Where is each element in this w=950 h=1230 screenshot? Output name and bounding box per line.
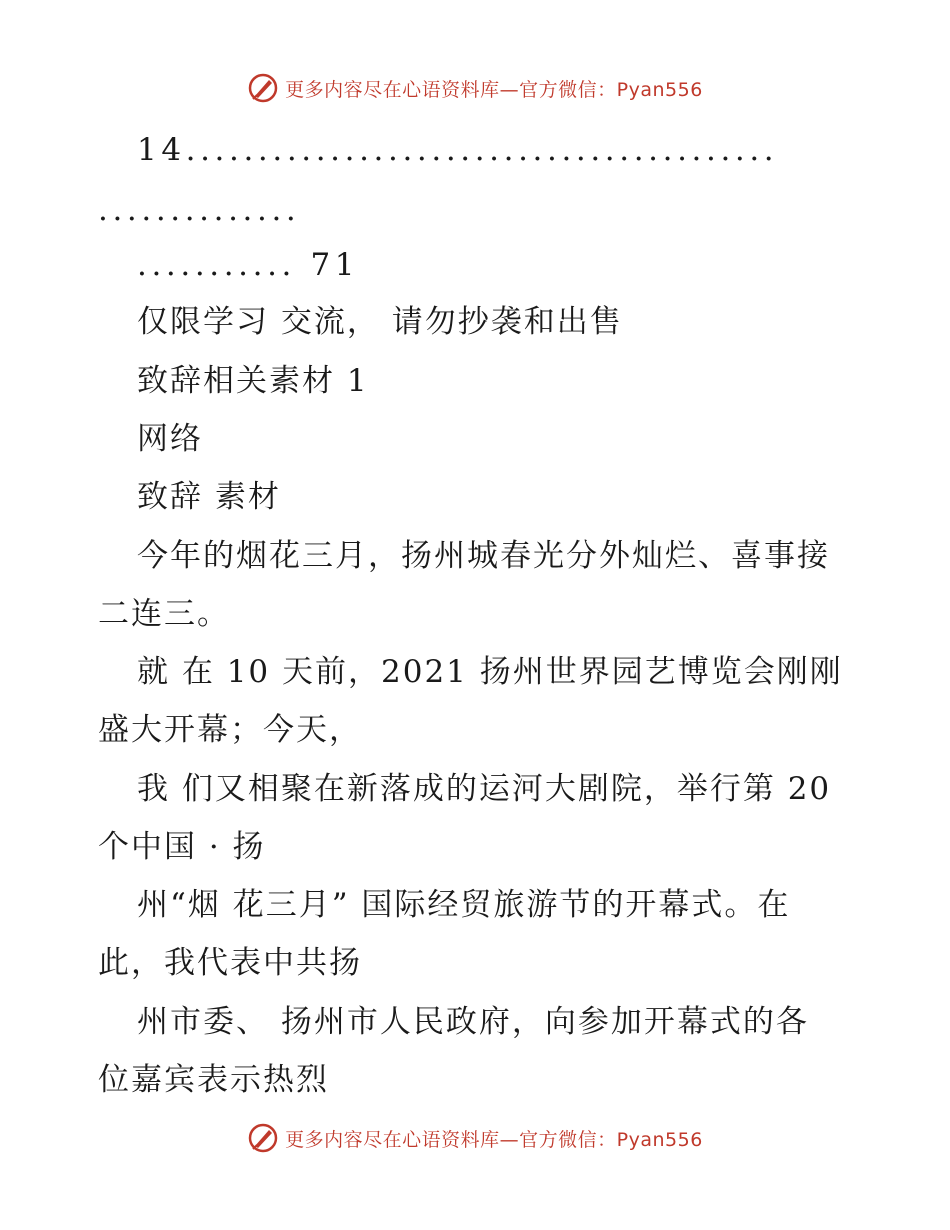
paragraph-line: 此，我代表中共扬 xyxy=(98,945,362,981)
subheading: 致辞 素材 xyxy=(137,479,281,515)
header-banner xyxy=(0,72,950,104)
banner-text: 更多内容尽在心语资料库—官方微信：Pyan556 xyxy=(285,1128,703,1151)
paragraph-line: 二连三。 xyxy=(98,596,230,632)
paragraph-line: 今年的烟花三月，扬州城春光分外灿烂、喜事接 xyxy=(137,538,830,574)
paragraph-line: 盛大开幕；今天， xyxy=(98,712,362,748)
paragraph-line: 就 在 10 天前，2021 扬州世界园艺博览会刚刚 xyxy=(137,654,843,690)
notice-line: 仅限学习 交流， 请勿抄袭和出售 xyxy=(137,304,623,340)
quill-logo-icon xyxy=(247,72,279,104)
paragraph-line: 州“烟 花三月” 国际经贸旅游节的开幕式。在 xyxy=(137,887,791,923)
paragraph-line: 我 们又相聚在新落成的运河大剧院，举行第 20 xyxy=(137,771,832,807)
banner-text: 更多内容尽在心语资料库—官方微信：Pyan556 xyxy=(285,78,703,101)
paragraph-line: 州市委、 扬州市人民政府，向参加开幕式的各 xyxy=(137,1004,809,1040)
toc-entry-line-2: .............. xyxy=(98,192,301,228)
paragraph-line: 位嘉宾表示热烈 xyxy=(98,1062,329,1098)
toc-entry-line-1: 14......................................... xyxy=(137,132,779,168)
source-label: 网络 xyxy=(137,421,203,457)
paragraph-line: 个中国 · 扬 xyxy=(98,829,266,865)
section-heading: 致辞相关素材 1 xyxy=(137,363,369,399)
toc-entry-line-3: ........... 71 xyxy=(137,247,360,283)
footer-banner xyxy=(0,1122,950,1154)
quill-logo-icon xyxy=(247,1122,279,1154)
